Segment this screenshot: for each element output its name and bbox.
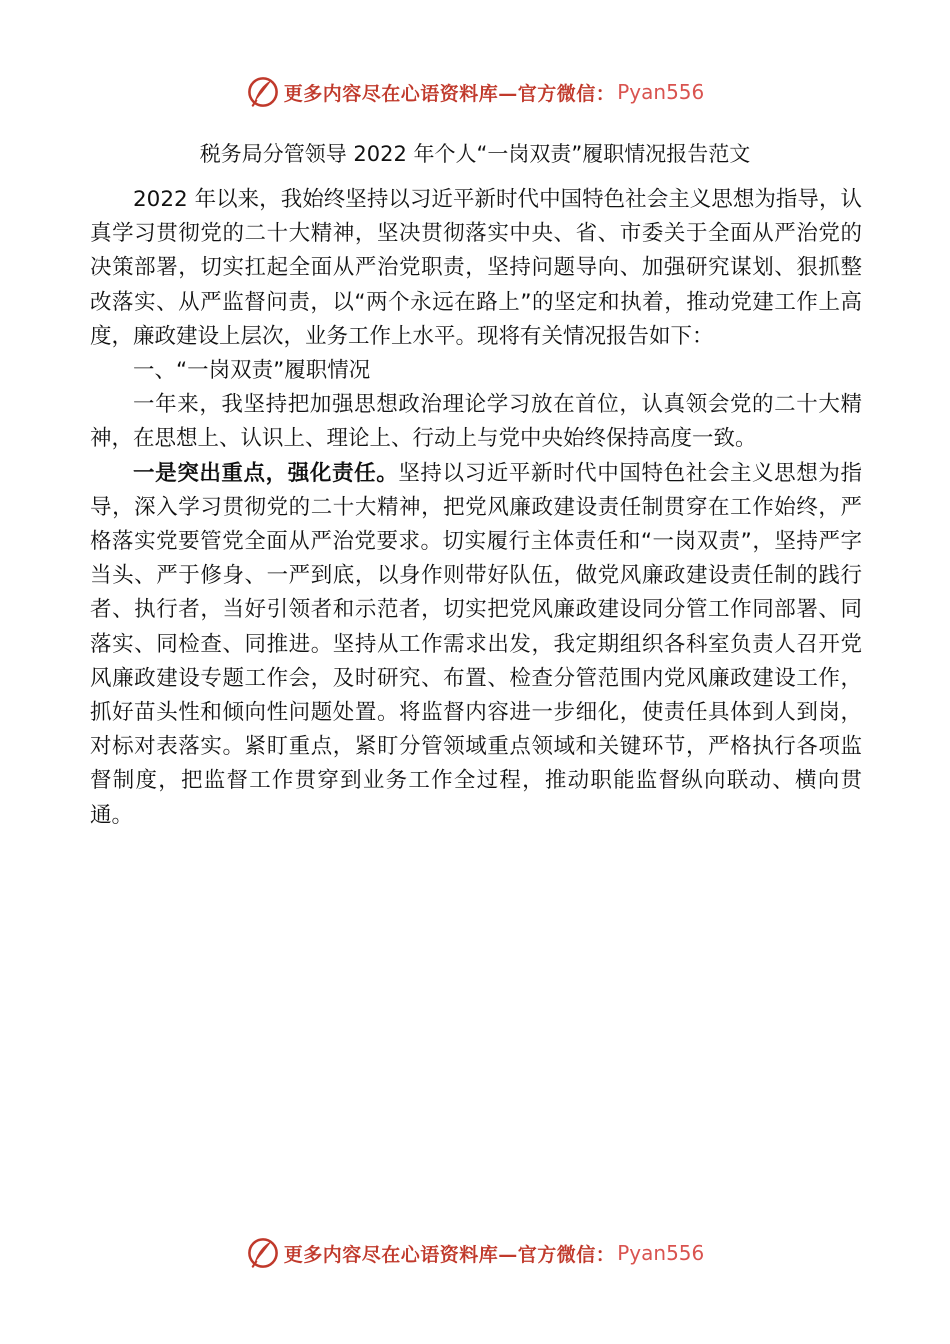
watermark-account: Pyan556 [617, 1241, 705, 1265]
paragraph-lead: 一是突出重点，强化责任。 [133, 460, 399, 486]
paragraph-text: 坚持以习近平新时代中国特色社会主义思想为指导，深入学习贯彻党的二十大精神，把党风廉政建设责任制贯穿在工作始终，严格落实党要管党全面从严治党要求。切实履行主体责任和“一岗双责”，坚持严字当头、严于修身、一严到底，以身作则带好队伍，做党风廉政建设责任制的践行者、执行者，当好引领者和示范者，切实把党风廉政建设同分管工作同部署、同落实、同检查、同推进。坚持从工作需求出发，我定期组织各科室负责人召开党风廉政建设专题工作会，及时研究、布置、检查分管范围内党风廉政建设工作，抓好苗头性和倾向性问题处置。将监督内容进一步细化，使责任具体到人到岗，对标对表落实。紧盯重点，紧盯分管领域重点领域和关键环节，严格执行各项监督制度，把监督工作贯穿到业务工作全过程，推动职能监督纵向联动、横向贯通。 [90, 460, 862, 828]
watermark-text: 更多内容尽在心语资料库—官方微信： [283, 1243, 616, 1266]
document-body [90, 183, 862, 833]
feather-logo-icon [246, 1236, 280, 1270]
watermark-header [0, 72, 950, 112]
paragraph-text: 一年来，我坚持把加强思想政治理论学习放在首位，认真领会党的二十大精神，在思想上、认识上、理论上、行动上与党中央始终保持高度一致。 [90, 392, 862, 452]
watermark-text: 更多内容尽在心语资料库—官方微信： [283, 82, 616, 105]
paragraph-text: 一、“一岗双责”履职情况 [133, 358, 371, 384]
paragraph-intro [90, 183, 862, 354]
paragraph-text: 2022 年以来，我始终坚持以习近平新时代中国特色社会主义思想为指导，认真学习贯彻党的二十大精神，坚决贯彻落实中央、省、市委关于全面从严治党的决策部署，切实扛起全面从严治党职责，坚持问题导向、加强研究谋划、狠抓整改落实、从严监督问责，以“两个永远在路上”的坚定和执着，推动党建工作上高度，廉政建设上层次，业务工作上水平。现将有关情况报告如下： [90, 187, 862, 349]
paragraph-point-one [90, 457, 862, 833]
paragraph-summary [90, 388, 862, 456]
watermark-footer [0, 1233, 950, 1273]
section-heading [90, 354, 862, 388]
feather-logo-icon [246, 75, 280, 109]
watermark-account: Pyan556 [617, 80, 705, 104]
document-title: 税务局分管领导 2022 年个人“一岗双责”履职情况报告范文 [199, 142, 751, 166]
